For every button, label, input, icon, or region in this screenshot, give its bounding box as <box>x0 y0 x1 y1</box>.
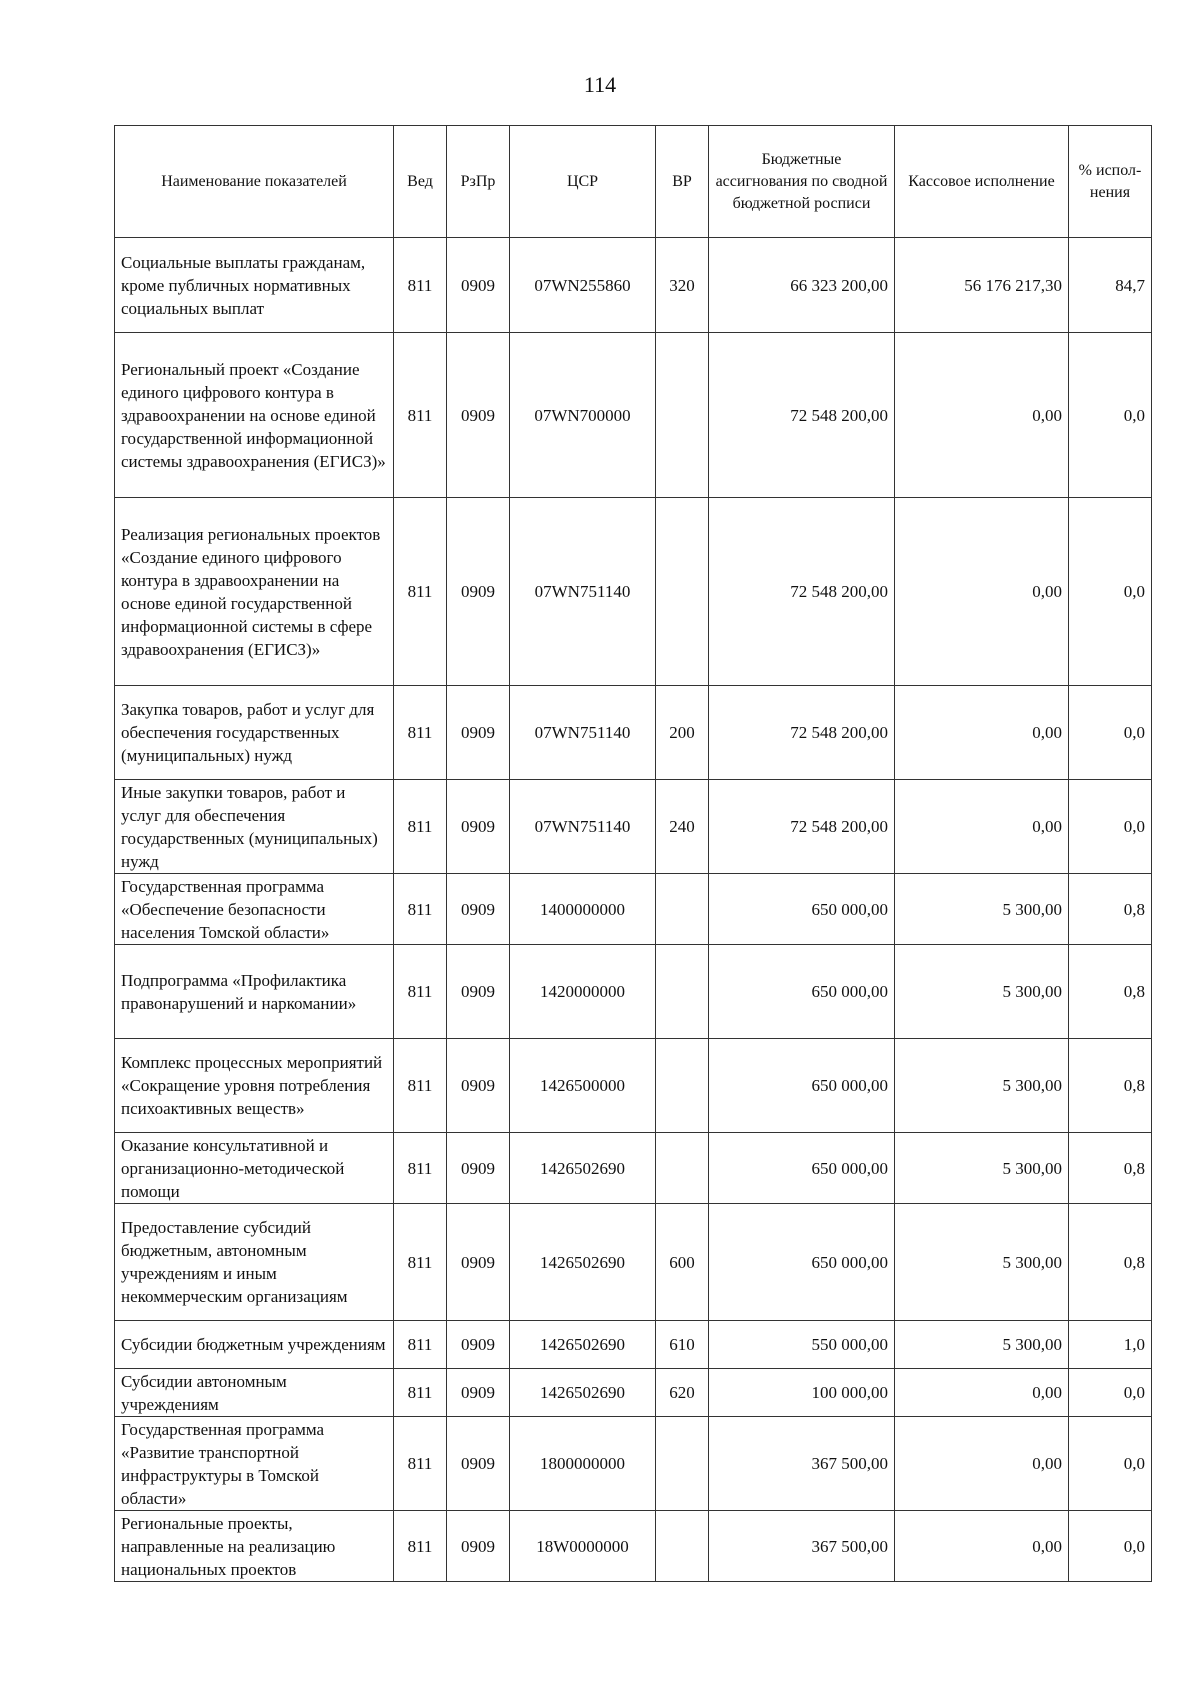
cell-rzpr: 0909 <box>447 333 510 498</box>
cell-csr: 1426502690 <box>510 1204 656 1321</box>
cell-name: Государственная программа «Развитие транспортной инфраструктуры в Томской области» <box>115 1417 394 1511</box>
cell-csr: 18W0000000 <box>510 1511 656 1582</box>
cell-cash: 0,00 <box>895 1369 1069 1417</box>
cell-rzpr: 0909 <box>447 1133 510 1204</box>
header-ved: Вед <box>394 126 447 238</box>
header-cash: Кассовое исполнение <box>895 126 1069 238</box>
cell-vr: 200 <box>656 686 709 780</box>
cell-percent: 0,8 <box>1069 1133 1152 1204</box>
cell-percent: 0,0 <box>1069 686 1152 780</box>
cell-percent: 0,0 <box>1069 1511 1152 1582</box>
cell-rzpr: 0909 <box>447 1369 510 1417</box>
cell-name: Предоставление субсидий бюджетным, автономным учреждениям и иным некоммерческим организациям <box>115 1204 394 1321</box>
table-row <box>115 1511 1152 1582</box>
table-row <box>115 780 1152 874</box>
table-row <box>115 1321 1152 1369</box>
cell-name: Субсидии автономным учреждениям <box>115 1369 394 1417</box>
cell-budget: 66 323 200,00 <box>709 238 895 333</box>
cell-csr: 1800000000 <box>510 1417 656 1511</box>
cell-ved: 811 <box>394 1321 447 1369</box>
cell-cash: 0,00 <box>895 498 1069 686</box>
cell-cash: 0,00 <box>895 686 1069 780</box>
cell-rzpr: 0909 <box>447 498 510 686</box>
cell-ved: 811 <box>394 780 447 874</box>
cell-percent: 0,0 <box>1069 498 1152 686</box>
cell-cash: 5 300,00 <box>895 945 1069 1039</box>
cell-percent: 0,0 <box>1069 780 1152 874</box>
cell-ved: 811 <box>394 1039 447 1133</box>
table-row <box>115 1133 1152 1204</box>
cell-cash: 0,00 <box>895 780 1069 874</box>
cell-cash: 0,00 <box>895 1511 1069 1582</box>
cell-vr <box>656 333 709 498</box>
cell-cash: 56 176 217,30 <box>895 238 1069 333</box>
cell-vr <box>656 1039 709 1133</box>
table-row <box>115 874 1152 945</box>
header-vr: ВР <box>656 126 709 238</box>
cell-ved: 811 <box>394 238 447 333</box>
cell-ved: 811 <box>394 874 447 945</box>
cell-rzpr: 0909 <box>447 1039 510 1133</box>
cell-budget: 550 000,00 <box>709 1321 895 1369</box>
cell-percent: 0,8 <box>1069 1204 1152 1321</box>
table-row <box>115 1417 1152 1511</box>
cell-budget: 72 548 200,00 <box>709 686 895 780</box>
cell-ved: 811 <box>394 498 447 686</box>
cell-csr: 07WN751140 <box>510 498 656 686</box>
table-row <box>115 238 1152 333</box>
cell-budget: 650 000,00 <box>709 1039 895 1133</box>
cell-ved: 811 <box>394 1204 447 1321</box>
cell-cash: 0,00 <box>895 1417 1069 1511</box>
cell-csr: 07WN751140 <box>510 686 656 780</box>
cell-vr <box>656 1417 709 1511</box>
table-row <box>115 686 1152 780</box>
cell-csr: 07WN700000 <box>510 333 656 498</box>
cell-percent: 84,7 <box>1069 238 1152 333</box>
cell-budget: 72 548 200,00 <box>709 498 895 686</box>
table-row <box>115 1204 1152 1321</box>
cell-name: Иные закупки товаров, работ и услуг для обеспечения государственных (муниципальных) нужд <box>115 780 394 874</box>
cell-ved: 811 <box>394 1133 447 1204</box>
cell-vr: 240 <box>656 780 709 874</box>
cell-name: Региональный проект «Создание единого цифрового контура в здравоохранении на основе единой государственной информационной системы здравоохранения (ЕГИСЗ)» <box>115 333 394 498</box>
cell-vr: 620 <box>656 1369 709 1417</box>
cell-vr: 320 <box>656 238 709 333</box>
table-row <box>115 1369 1152 1417</box>
cell-rzpr: 0909 <box>447 945 510 1039</box>
cell-ved: 811 <box>394 945 447 1039</box>
cell-csr: 1420000000 <box>510 945 656 1039</box>
cell-vr <box>656 874 709 945</box>
cell-name: Государственная программа «Обеспечение безопасности населения Томской области» <box>115 874 394 945</box>
cell-csr: 1426500000 <box>510 1039 656 1133</box>
budget-execution-table <box>114 125 1152 1582</box>
cell-vr <box>656 1133 709 1204</box>
cell-cash: 5 300,00 <box>895 1133 1069 1204</box>
cell-ved: 811 <box>394 333 447 498</box>
cell-cash: 5 300,00 <box>895 1039 1069 1133</box>
cell-rzpr: 0909 <box>447 874 510 945</box>
cell-name: Социальные выплаты гражданам, кроме публичных нормативных социальных выплат <box>115 238 394 333</box>
cell-csr: 1426502690 <box>510 1369 656 1417</box>
cell-name: Региональные проекты, направленные на реализацию национальных проектов <box>115 1511 394 1582</box>
cell-csr: 1426502690 <box>510 1321 656 1369</box>
cell-csr: 07WN751140 <box>510 780 656 874</box>
page-number: 114 <box>583 72 617 97</box>
cell-name: Подпрограмма «Профилактика правонарушений и наркомании» <box>115 945 394 1039</box>
cell-rzpr: 0909 <box>447 1321 510 1369</box>
header-rzpr: РзПр <box>447 126 510 238</box>
header-percent: % испол-нения <box>1069 126 1152 238</box>
cell-rzpr: 0909 <box>447 686 510 780</box>
table-row <box>115 1039 1152 1133</box>
cell-name: Комплекс процессных мероприятий «Сокращение уровня потребления психоактивных веществ» <box>115 1039 394 1133</box>
table-header-row <box>115 126 1152 238</box>
cell-ved: 811 <box>394 1417 447 1511</box>
cell-cash: 5 300,00 <box>895 1321 1069 1369</box>
cell-name: Субсидии бюджетным учреждениям <box>115 1321 394 1369</box>
cell-csr: 1400000000 <box>510 874 656 945</box>
cell-budget: 100 000,00 <box>709 1369 895 1417</box>
table-row <box>115 333 1152 498</box>
cell-vr: 610 <box>656 1321 709 1369</box>
cell-budget: 72 548 200,00 <box>709 780 895 874</box>
cell-percent: 0,8 <box>1069 1039 1152 1133</box>
table-row <box>115 498 1152 686</box>
cell-percent: 0,0 <box>1069 333 1152 498</box>
cell-vr <box>656 1511 709 1582</box>
cell-percent: 0,8 <box>1069 945 1152 1039</box>
cell-percent: 1,0 <box>1069 1321 1152 1369</box>
table-row <box>115 945 1152 1039</box>
cell-ved: 811 <box>394 686 447 780</box>
cell-csr: 1426502690 <box>510 1133 656 1204</box>
cell-cash: 5 300,00 <box>895 1204 1069 1321</box>
cell-rzpr: 0909 <box>447 1511 510 1582</box>
cell-percent: 0,0 <box>1069 1369 1152 1417</box>
cell-budget: 367 500,00 <box>709 1511 895 1582</box>
cell-budget: 367 500,00 <box>709 1417 895 1511</box>
cell-rzpr: 0909 <box>447 1204 510 1321</box>
cell-name: Закупка товаров, работ и услуг для обеспечения государственных (муниципальных) нужд <box>115 686 394 780</box>
cell-cash: 5 300,00 <box>895 874 1069 945</box>
cell-name: Оказание консультативной и организационно-методической помощи <box>115 1133 394 1204</box>
header-csr: ЦСР <box>510 126 656 238</box>
cell-budget: 72 548 200,00 <box>709 333 895 498</box>
cell-ved: 811 <box>394 1369 447 1417</box>
cell-budget: 650 000,00 <box>709 945 895 1039</box>
cell-csr: 07WN255860 <box>510 238 656 333</box>
cell-budget: 650 000,00 <box>709 1133 895 1204</box>
cell-cash: 0,00 <box>895 333 1069 498</box>
cell-rzpr: 0909 <box>447 1417 510 1511</box>
cell-vr: 600 <box>656 1204 709 1321</box>
cell-budget: 650 000,00 <box>709 874 895 945</box>
cell-rzpr: 0909 <box>447 780 510 874</box>
cell-percent: 0,8 <box>1069 874 1152 945</box>
cell-budget: 650 000,00 <box>709 1204 895 1321</box>
header-name: Наименование показателей <box>115 126 394 238</box>
cell-ved: 811 <box>394 1511 447 1582</box>
header-budget: Бюджетные ассигнования по сводной бюджетной росписи <box>709 126 895 238</box>
cell-percent: 0,0 <box>1069 1417 1152 1511</box>
cell-vr <box>656 498 709 686</box>
cell-name: Реализация региональных проектов «Создание единого цифрового контура в здравоохранении на основе единой государственной информационной системы в сфере здравоохранения (ЕГИСЗ)» <box>115 498 394 686</box>
cell-vr <box>656 945 709 1039</box>
cell-rzpr: 0909 <box>447 238 510 333</box>
